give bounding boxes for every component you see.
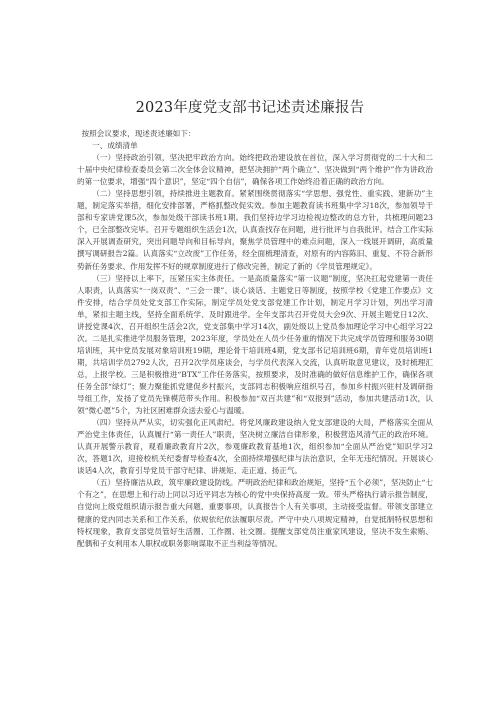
paragraph-theme-education: （二）坚持思想引领，持续推进主题教育。紧紧围绕贯彻落实“学思想、强党性、重实践、建新功”主题，制定落实举措，细化安排部署，严格抓整改促实效。参加主题教育读书班集中学习18次，参加领导干部和专家讲党课5次，参加处级干部读书班1期。我们坚持边学习边检视边整改的总方针，共梳理问题23个，已全部整改完毕。召开专题组织生活会1次，认真查找存在问题，进行批评与自我批评。结合工作实际深入开展调查研究，突出问题导向和目标导向，聚焦学员管理中的难点问题，深入一线展开调研，高质量撰写调研报告2篇。认真落实“立改废”工作任务，经全面梳理清查，对原有的内容陈旧、重复、不符合新形势新任务要求、作用发挥不好的规章制度进行了修改完善，制定了新的《学员管理规定》。 [77,189,433,271]
document-body [77,128,433,550]
section-heading: 一、成绩清单 [92,141,138,151]
intro-paragraph: 按照会议要求，现述责述廉如下： [81,129,196,138]
paragraph-political-leadership: （一）坚持政治引领，坚决把牢政治方向。始终把政治建设放在首位，深入学习贯彻党的二十大和二十届中央纪律检查委员会第二次全体会议精神，把坚决拥护“两个确立”、坚决做到“两个维护”作为讲政治的第一位要求，增强“四个意识”，坚定“四个自信”，确保各项工作始终沿着正确的政治方向。 [77,153,433,187]
paragraph-discipline: （四）坚持从严从实，切实强化正风肃纪。将党风廉政建设纳入党支部建设的大局，严格落实全面从严治党主体责任，认真履行“第一责任人”职责，坚决树立廉洁自律形象，积极营造风清气正的政治环境。认真开展警示教育，观看廉政教育片2次，参观廉政教育基地1次，组织参加“全面从严治党”知识学习2次，答题1次，迎接校机关纪委督导检查4次，全面持续增强纪律与法治意识，全年无违纪情况。开展谈心谈话4人次，教育引导党员干部守纪律、讲规矩、走正道、扬正气。 [77,418,433,476]
document-title: 2023年度党支部书记述责述廉报告 [135,100,365,116]
paragraph-main-responsibility: （三）坚持以上率下，压紧压实主体责任。一是高质量落实“第一议题”制度，坚决扛起党建第一责任人职责，认真落实“一岗双责”、“三会一课”、谈心谈话、主题党日等制度，按照学校《党建工作要点》文件安排，结合学员处党支部工作实际，制定学员处党支部党建工作计划，制定月学习计划，列出学习清单，紧扣主题主线，坚持全面系统学、及时跟进学。全年支部共召开党员大会9次、开展主题党日12次、讲授党课4次、召开组织生活会2次，党支部集中学习14次，副处级以上党员参加理论学习中心组学习22次。二是扎实推进学员服务管理，2023年度，学员处在人员少任务重的情况下共完成学员管理和服务30期培训班，其中党员发展对象培训班19期，理论骨干培训班4期，党支部书记培训班6期，青年党员培训班1期，共培训学员2792人次，召开2次学员座谈会，与学员代表深入交流，认真听取意见建议，及时梳理汇总，上报学校。三是积极推进“BTX”工作任务落实，按照要求，及时准确的做好信息维护工作，确保各项任务全部“绿灯”；聚力聚能抓党建促乡村振兴，支部同志积极响应组织号召，参加乡村振兴驻村及调研指导组工作，发扬了党员先锋模范带头作用。积极参加“双百共建”和“双报到”活动，参加共建活动1次，认领“微心愿”5个，为社区困难群众送去爱心与温暖。 [77,273,433,416]
paragraph-integrity: （五）坚持廉洁从政，筑牢廉政建设防线。严明政治纪律和政治规矩，坚持“五个必须”，坚决防止“七个有之”，在思想上和行动上同以习近平同志为核心的党中央保持高度一致。带头严格执行请示报告制度，自觉向上级党组织请示报告重大问题、重要事项，认真报告个人有关事项，主动接受监督。带领支部建立健康的党内同志关系和工作关系，依规依纪依法履职尽责。严守中央八项规定精神，自觉抵制特权思想和特权现象，教育支部党员管好生活圈、工作圈、社交圈。提醒支部党员注重家风建设，坚决不发生索贿、配偶和子女利用本人职权或职务影响谋取不正当利益等情况。 [77,478,433,548]
